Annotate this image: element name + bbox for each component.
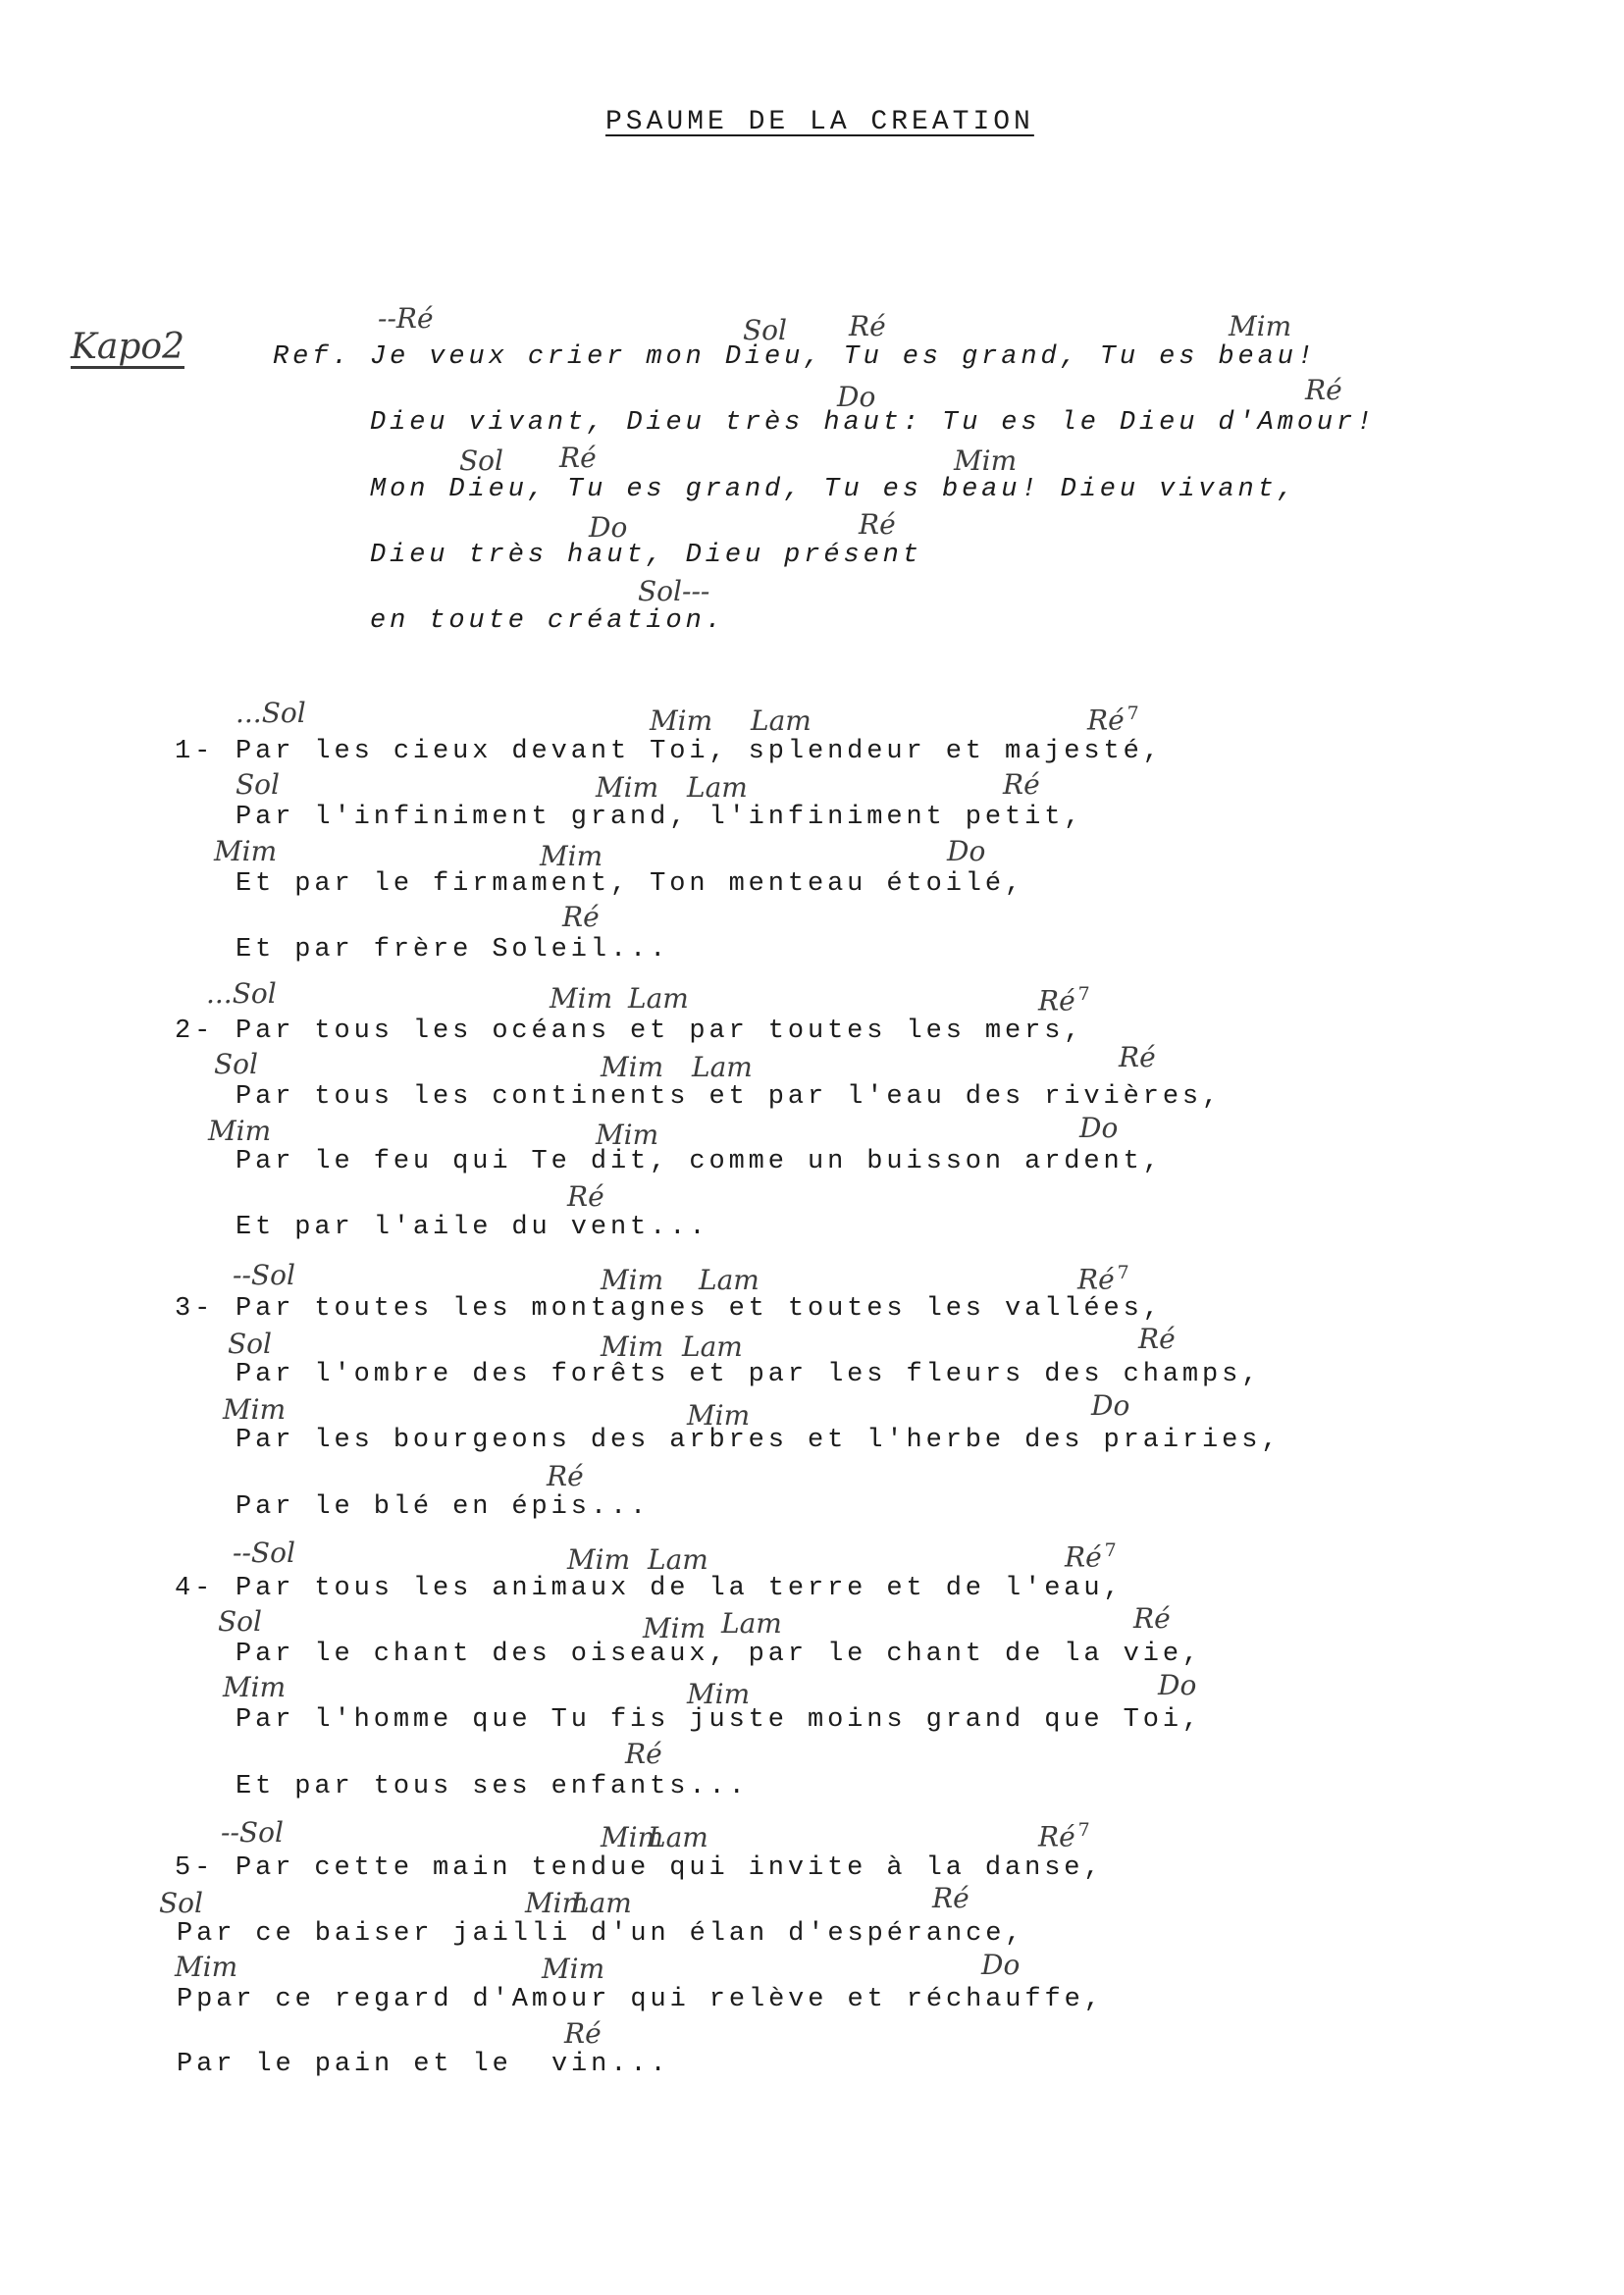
chord-verse-3-4 xyxy=(1077,1258,1129,1294)
chord-verse-4-6: Mim xyxy=(643,1612,707,1644)
chord-verse-1-11: Do xyxy=(947,835,986,867)
chord-verse-5-6: Mim xyxy=(525,1887,589,1919)
chord-verse-1-4 xyxy=(1087,699,1139,735)
chord-refrain-3-1: Sol xyxy=(459,444,503,477)
refrain-line-3: Mon Dieu, Tu es grand, Tu es beau! Dieu vivant, xyxy=(370,475,1297,504)
chord-verse-1-8: Ré xyxy=(1003,768,1040,801)
chord-verse-4-12: Ré xyxy=(625,1738,662,1770)
verse-1-line-3: Et par le firmament, Ton menteau étoilé, xyxy=(236,869,1025,899)
chord-refrain-1-3: Ré xyxy=(849,310,886,342)
chord-verse-5-8: Ré xyxy=(932,1882,969,1914)
chord-name: Ré xyxy=(1038,984,1075,1017)
chord-verse-1-1: ...Sol xyxy=(236,697,306,729)
chord-name: Ré xyxy=(1065,1540,1102,1574)
verse-number: 4- xyxy=(175,1574,215,1603)
verse-number: 5- xyxy=(175,1853,215,1883)
verse-4-line-3: Par l'homme que Tu fis juste moins grand que Toi, xyxy=(236,1705,1203,1735)
chord-verse-3-3: Lam xyxy=(699,1264,760,1296)
chord-refrain-5-1: Sol--- xyxy=(638,575,710,607)
verse-2-line-3: Par le feu qui Te dit, comme un buisson ardent, xyxy=(236,1147,1163,1176)
chord-verse-1-7: Lam xyxy=(687,771,748,804)
chord-verse-2-9: Mim xyxy=(208,1115,272,1147)
chord-name: Ré xyxy=(1077,1263,1115,1296)
chord-verse-3-11: Do xyxy=(1091,1389,1130,1422)
chord-verse-1-3: Lam xyxy=(751,704,812,737)
chord-verse-4-3: Lam xyxy=(648,1543,708,1576)
verse-number: 3- xyxy=(175,1294,215,1324)
chord-verse-5-2: Mim xyxy=(601,1821,664,1853)
verse-5-line-4: Par le pain et le vin... xyxy=(177,2050,670,2079)
verse-number: 2- xyxy=(175,1017,215,1046)
chord-verse-2-11: Do xyxy=(1079,1112,1119,1144)
chord-extension: 7 xyxy=(1077,983,1090,1005)
chord-verse-3-10: Mim xyxy=(687,1399,751,1432)
chord-verse-1-10: Mim xyxy=(540,840,603,872)
chord-verse-2-5: Sol xyxy=(214,1048,258,1080)
chord-verse-3-12: Ré xyxy=(547,1460,584,1492)
verse-4-line-2: Par le chant des oiseaux, par le chant de la vie, xyxy=(236,1640,1203,1669)
song-title: PSAUME DE LA CREATION xyxy=(605,107,1034,137)
chord-verse-4-9: Mim xyxy=(223,1671,287,1703)
verse-2-line-1: Par tous les océans et par toutes les mers, xyxy=(236,1017,1084,1046)
refrain-label: Ref. xyxy=(273,342,352,372)
chord-verse-1-5: Sol xyxy=(236,768,280,801)
chord-verse-2-8: Ré xyxy=(1119,1041,1156,1073)
chord-verse-5-12: Ré xyxy=(564,2017,602,2050)
chord-verse-5-9: Mim xyxy=(175,1951,238,1983)
verse-1-line-1: Par les cieux devant Toi, splendeur et majesté, xyxy=(236,737,1163,766)
refrain-line-1: Je veux crier mon Dieu, Tu es grand, Tu es beau! xyxy=(370,342,1317,372)
chord-verse-5-10: Mim xyxy=(542,1953,605,1985)
chord-verse-4-5: Sol xyxy=(218,1605,262,1638)
verse-5-line-2: Par ce baiser jailli d'un élan d'espérance, xyxy=(177,1919,1025,1949)
refrain-line-2: Dieu vivant, Dieu très haut: Tu es le Dieu d'Amour! xyxy=(370,408,1377,438)
chord-verse-3-7: Lam xyxy=(682,1330,743,1363)
chord-verse-4-4 xyxy=(1065,1536,1117,1572)
chord-verse-2-7: Lam xyxy=(692,1051,753,1083)
chord-refrain-1-2: Sol xyxy=(743,314,787,346)
verse-2-line-4: Et par l'aile du vent... xyxy=(236,1213,709,1242)
refrain-line-4: Dieu très haut, Dieu présent xyxy=(370,541,922,570)
verse-3-line-1: Par toutes les montagnes et toutes les vallées, xyxy=(236,1294,1163,1324)
verse-2-line-2: Par tous les continents et par l'eau des rivières, xyxy=(236,1082,1223,1112)
refrain-line-5: en toute création. xyxy=(370,606,725,636)
chord-verse-4-10: Mim xyxy=(687,1678,751,1710)
chord-name: Ré xyxy=(1038,1820,1075,1853)
chord-verse-4-2: Mim xyxy=(567,1543,631,1576)
chord-verse-1-6: Mim xyxy=(596,771,659,804)
chord-name: Ré xyxy=(1087,704,1125,737)
chord-extension: 7 xyxy=(1104,1539,1117,1561)
chord-verse-1-9: Mim xyxy=(214,835,278,867)
verse-5-line-3: Ppar ce regard d'Amour qui relève et réchauffe, xyxy=(177,1985,1104,2014)
chord-verse-5-5: Sol xyxy=(159,1887,203,1919)
chord-refrain-3-3: Mim xyxy=(954,444,1018,477)
chord-verse-2-2: Mim xyxy=(550,982,613,1015)
chord-verse-2-4 xyxy=(1038,979,1090,1016)
capo-annotation: Kapo2 xyxy=(71,327,184,367)
chord-verse-4-7: Lam xyxy=(721,1607,782,1640)
chord-verse-5-3: Lam xyxy=(648,1821,708,1853)
chord-verse-5-4 xyxy=(1038,1815,1090,1852)
chord-verse-3-5: Sol xyxy=(228,1328,272,1360)
chord-refrain-1-1: --Ré xyxy=(378,302,434,335)
chord-verse-3-2: Mim xyxy=(601,1264,664,1296)
verse-4-line-4: Et par tous ses enfants... xyxy=(236,1772,749,1801)
chord-refrain-4-1: Do xyxy=(589,511,628,544)
chord-verse-2-10: Mim xyxy=(596,1119,659,1151)
verse-4-line-1: Par tous les animaux de la terre et de l'eau, xyxy=(236,1574,1124,1603)
chord-refrain-2-2: Ré xyxy=(1305,374,1342,406)
chord-refrain-1-4: Mim xyxy=(1229,310,1292,342)
chord-verse-2-1: ...Sol xyxy=(206,977,277,1010)
chord-verse-4-11: Do xyxy=(1158,1669,1197,1701)
verse-number: 1- xyxy=(175,737,215,766)
chord-verse-3-1: --Sol xyxy=(233,1259,295,1291)
chord-verse-2-3: Lam xyxy=(628,982,689,1015)
chord-verse-4-8: Ré xyxy=(1133,1602,1171,1635)
chord-verse-3-6: Mim xyxy=(601,1330,664,1363)
chord-verse-5-7: Lam xyxy=(571,1887,632,1919)
chord-verse-1-12: Ré xyxy=(562,901,600,933)
chord-verse-5-11: Do xyxy=(981,1949,1021,1981)
verse-1-line-4: Et par frère Soleil... xyxy=(236,935,670,965)
verse-1-line-2: Par l'infiniment grand, l'infiniment petit, xyxy=(236,803,1084,832)
chord-verse-1-2: Mim xyxy=(650,704,713,737)
chord-extension: 7 xyxy=(1077,1819,1090,1841)
chord-refrain-2-1: Do xyxy=(837,381,876,413)
chord-verse-4-1: --Sol xyxy=(233,1537,295,1569)
chord-verse-3-9: Mim xyxy=(223,1393,287,1426)
chord-extension: 7 xyxy=(1126,703,1139,724)
chord-extension: 7 xyxy=(1117,1262,1129,1283)
chord-refrain-4-2: Ré xyxy=(859,508,896,541)
chord-verse-2-12: Ré xyxy=(567,1180,604,1213)
chord-verse-2-6: Mim xyxy=(601,1051,664,1083)
verse-5-line-1: Par cette main tendue qui invite à la danse, xyxy=(236,1853,1104,1883)
chord-refrain-3-2: Ré xyxy=(559,442,597,474)
chord-verse-3-8: Ré xyxy=(1138,1323,1176,1355)
verse-3-line-4: Par le blé en épis... xyxy=(236,1492,651,1522)
chord-verse-5-1: --Sol xyxy=(221,1816,284,1849)
verse-3-line-2: Par l'ombre des forêts et par les fleurs des champs, xyxy=(236,1360,1262,1389)
verse-3-line-3: Par les bourgeons des arbres et l'herbe des prairies, xyxy=(236,1426,1282,1455)
